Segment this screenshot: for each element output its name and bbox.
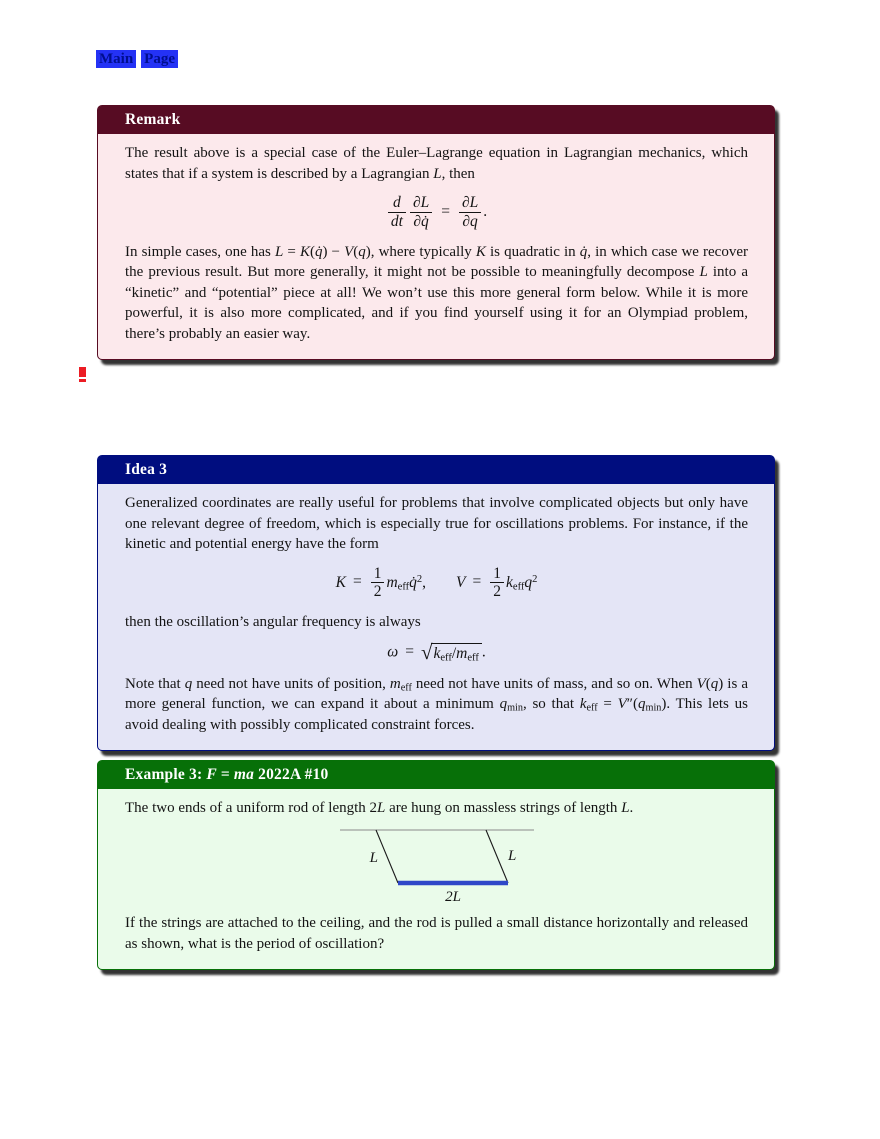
example-body [98, 789, 774, 969]
right-string [486, 830, 508, 883]
remark-header [98, 106, 774, 134]
marker-bar [79, 367, 86, 377]
frac-one-half: $\frac{1}{2}$ [490, 565, 504, 602]
left-string [376, 830, 398, 883]
omega-equation: ω = √ $k_{eff}/m_{eff}$ . [387, 640, 486, 665]
left-string-label: L [369, 849, 378, 866]
rod-label: 2L [444, 888, 461, 905]
radical-sign: √ [420, 640, 433, 665]
idea-paragraph-2: then the oscillation’s angular frequency is always [125, 614, 421, 631]
idea-paragraph-3: Note that q need not have units of position, $m_{eff}$ need not have units of mass, and so on. When V(q) is a more general function, we can expand it about a minimum $q_{min}$, so that $k_{eff} = V''(q_{min})$. This lets us avoid dealing with possibly complicated constraint forces. [125, 675, 748, 733]
frac-d-dt: $\frac{d}{dt}$ [388, 194, 406, 231]
remark-paragraph-1: The result above is a special case of the Euler–Lagrange equation in Lagrangian mechanics, which states that if a system is described by a Lagrangian L, then [125, 145, 748, 182]
idea-body [98, 484, 774, 750]
idea-title: Idea 3 [125, 461, 168, 478]
remark-box [97, 105, 775, 360]
kinetic-potential-equation: K = $\frac{1}{2}$ $m_{eff}q̇^2$, V = $\frac{1}{2}$ $k_{eff}q^2$ [335, 564, 538, 601]
equals-sign: = [441, 202, 450, 220]
radicand: $k_{eff}/m_{eff}$ [431, 643, 481, 663]
frac-dL-dqdot: $\frac{\partial L}{\partial q̇}$ [410, 194, 432, 231]
diagram-svg [332, 823, 542, 905]
link-word[interactable]: Page [141, 50, 178, 68]
example-paragraph-2: If the strings are attached to the ceiling, and the rod is pulled a small distance horizontally and released as shown, what is the period of oscillation? [125, 915, 748, 952]
euler-lagrange-equation [125, 194, 748, 231]
idea-box [97, 455, 775, 751]
example-box [97, 760, 775, 970]
frac-dL-dq: $\frac{\partial L}{\partial q}$ [459, 194, 481, 231]
link-word[interactable]: Main [96, 50, 136, 68]
example-header [98, 761, 774, 789]
frac-one-half: $\frac{1}{2}$ [371, 565, 385, 602]
remark-paragraph-2: In simple cases, one has L = K(q̇) − V(q), where typically K is quadratic in q̇, in which case we recover the previous result. But more generally, it might not be possible to meaningfully decompose L into a “kinetic” and “potential” piece at all! We won’t use this more general form below. While it is more powerful, it is also more complicated, and if you find yourself using it for an Olympiad problem, there’s probably an easier way. [125, 243, 748, 342]
remark-body [98, 134, 774, 359]
main-page-link[interactable] [96, 50, 183, 68]
right-string-label: L [507, 847, 516, 864]
idea-paragraph-1: Generalized coordinates are really useful for problems that involve complicated objects but only have one relevant degree of freedom, which is especially true for oscillations problems. For instance, if the kinetic and potential energy have the form [125, 495, 748, 552]
equation-period: . [481, 643, 486, 661]
idea-header [98, 456, 774, 484]
marker-dot [79, 379, 86, 382]
example-paragraph-1: The two ends of a uniform rod of length 2L are hung on massless strings of length L. [125, 800, 634, 816]
remark-title: Remark [125, 111, 181, 128]
rod-strings-diagram [125, 823, 748, 912]
equation-period: . [483, 202, 488, 220]
red-margin-marker-icon [79, 367, 86, 382]
example-title: Example 3: F = ma 2022A #10 [125, 766, 329, 783]
